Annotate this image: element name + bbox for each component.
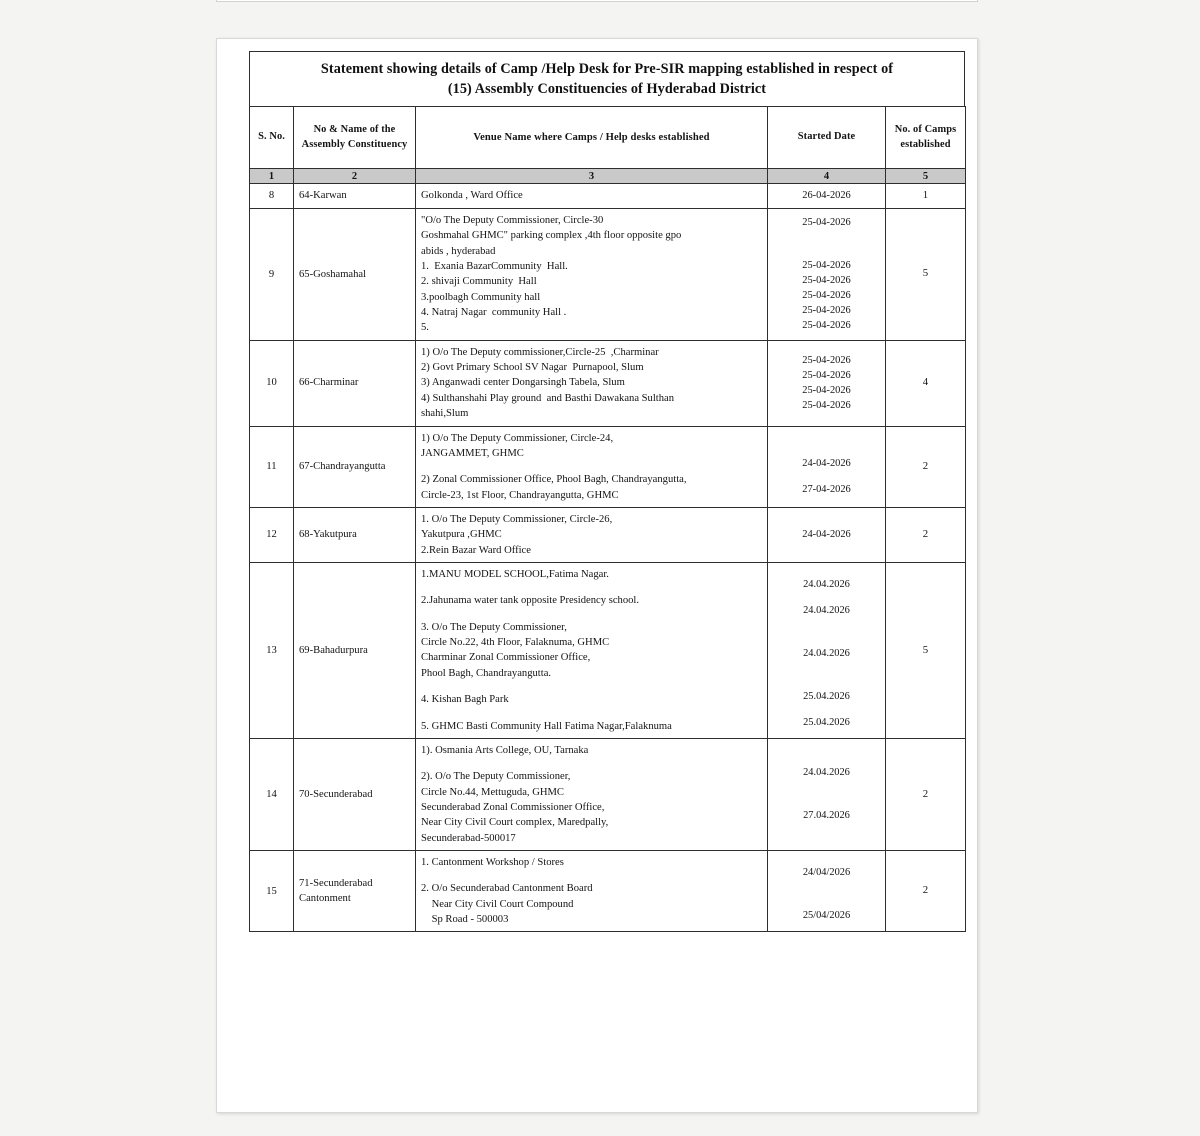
cell-camps-count: 5 <box>886 563 966 739</box>
table-body <box>250 184 966 932</box>
cell-serial-number: 13 <box>250 563 294 739</box>
page-title-line-1: Statement showing details of Camp /Help Desk for Pre-SIR mapping established in respect of <box>320 61 894 77</box>
cell-venue <box>416 184 768 209</box>
cell-venue <box>416 563 768 739</box>
venue-line: shahi,Slum <box>421 408 469 420</box>
table-row <box>250 563 966 739</box>
cell-camps-count: 2 <box>886 851 966 932</box>
venue-line: 4. Natraj Nagar community Hall . <box>421 306 567 318</box>
header-row <box>250 107 966 169</box>
cell-started-date <box>768 851 886 932</box>
table-row <box>250 426 966 507</box>
cell-venue <box>416 208 768 340</box>
cell-camps-count: 2 <box>886 426 966 507</box>
cell-camps-count: 5 <box>886 208 966 340</box>
venue-line: 2.Jahunama water tank opposite Presidency school. <box>421 595 639 607</box>
started-date-line: 27-04-2026 <box>802 484 851 496</box>
table-header <box>250 107 966 184</box>
venue-line: 3. O/o The Deputy Commissioner, <box>421 621 567 633</box>
started-date-line: 25-04-2026 <box>802 400 851 412</box>
cell-started-date <box>768 426 886 507</box>
table-row <box>250 184 966 209</box>
column-number-1: 1 <box>250 169 294 184</box>
venue-line: 3) Anganwadi center Dongarsingh Tabela, Slum <box>421 377 625 389</box>
venue-line: 4. Kishan Bagh Park <box>421 694 509 706</box>
venue-line: 2. O/o Secunderabad Cantonment Board <box>421 883 593 895</box>
venue-line: 1) O/o The Deputy Commissioner, Circle-24, <box>421 432 614 444</box>
cell-serial-number: 12 <box>250 507 294 562</box>
started-date-line: 24/04/2026 <box>802 867 851 879</box>
venue-line: 1). Osmania Arts College, OU, Tarnaka <box>421 744 589 756</box>
column-header-venue: Venue Name where Camps / Help desks established <box>416 107 768 169</box>
column-number-row <box>250 169 966 184</box>
venue-line: 1. O/o The Deputy Commissioner, Circle-26, <box>421 513 613 525</box>
column-number-3: 3 <box>416 169 768 184</box>
venue-line: Yakutpura ,GHMC <box>421 529 502 541</box>
venue-line: Goshmahal GHMC" parking complex ,4th floor opposite gpo <box>421 230 682 242</box>
cell-serial-number: 11 <box>250 426 294 507</box>
column-number-2: 2 <box>294 169 416 184</box>
venue-line: 2) Govt Primary School SV Nagar Purnapool, Slum <box>421 362 644 374</box>
started-date-line: 24.04.2026 <box>803 604 850 616</box>
column-number-5: 5 <box>886 169 966 184</box>
cell-serial-number: 9 <box>250 208 294 340</box>
started-date-line: 25-04-2026 <box>802 260 851 272</box>
venue-line: 1) O/o The Deputy commissioner,Circle-25 ,Charminar <box>421 346 659 358</box>
cell-constituency: 66-Charminar <box>294 340 416 426</box>
started-date-line: 24.04.2026 <box>803 647 850 659</box>
started-date-line: 24.04.2026 <box>803 578 850 590</box>
started-date-line: 24-04-2026 <box>802 458 851 470</box>
cell-serial-number: 15 <box>250 851 294 932</box>
venue-line: 4) Sulthanshahi Play ground and Basthi Dawakana Sulthan <box>421 392 675 404</box>
started-date-line: 25-04-2026 <box>802 320 851 332</box>
table-row <box>250 507 966 562</box>
started-date-line: 25/04/2026 <box>802 910 851 922</box>
venue-line: Secunderabad Zonal Commissioner Office, <box>421 801 605 813</box>
venue-line: 1.MANU MODEL SCHOOL,Fatima Nagar. <box>421 569 609 581</box>
started-date-line: 25.04.2026 <box>803 717 850 729</box>
venue-line: Charminar Zonal Commissioner Office, <box>421 652 591 664</box>
venue-line: Near City Civil Court Compound <box>421 898 574 910</box>
started-date-line: 25-04-2026 <box>802 354 851 366</box>
cell-started-date <box>768 208 886 340</box>
cell-venue <box>416 426 768 507</box>
cell-started-date <box>768 184 886 209</box>
page-title-line-2: (15) Assembly Constituencies of Hyderabad District <box>447 80 767 97</box>
cell-started-date <box>768 507 886 562</box>
cell-venue <box>416 507 768 562</box>
venue-line: Phool Bagh, Chandrayangutta. <box>421 667 552 679</box>
venue-line: "O/o The Deputy Commissioner, Circle-30 <box>421 214 604 226</box>
venue-line: Golkonda , Ward Office <box>421 190 523 202</box>
started-date-line: 25-04-2026 <box>802 385 851 397</box>
cell-venue <box>416 851 768 932</box>
venue-line: 2. shivaji Community Hall <box>421 276 537 288</box>
table-row <box>250 851 966 932</box>
column-header-sno: S. No. <box>250 107 294 169</box>
started-date-line: 25.04.2026 <box>803 690 850 702</box>
cell-camps-count: 4 <box>886 340 966 426</box>
cell-constituency: 71-Secunderabad Cantonment <box>294 851 416 932</box>
cell-camps-count: 1 <box>886 184 966 209</box>
cell-serial-number: 14 <box>250 738 294 850</box>
column-header-started-date: Started Date <box>768 107 886 169</box>
venue-line: Near City Civil Court complex, Maredpally, <box>421 817 609 829</box>
venue-line: 1. Cantonment Workshop / Stores <box>421 857 564 869</box>
cell-serial-number: 8 <box>250 184 294 209</box>
camp-helpdesk-table <box>249 106 966 932</box>
venue-line: Circle No.22, 4th Floor, Falaknuma, GHMC <box>421 637 610 649</box>
venue-line: 3.poolbagh Community hall <box>421 291 541 303</box>
cell-serial-number: 10 <box>250 340 294 426</box>
started-date-line: 24-04-2026 <box>802 529 851 541</box>
venue-line: 1. Exania BazarCommunity Hall. <box>421 260 568 272</box>
table-row <box>250 738 966 850</box>
column-header-camps-count: No. of Camps established <box>886 107 966 169</box>
started-date-line: 27.04.2026 <box>803 810 850 822</box>
venue-line: Circle No.44, Mettuguda, GHMC <box>421 786 565 798</box>
started-date-line: 25-04-2026 <box>802 305 851 317</box>
cell-started-date <box>768 340 886 426</box>
cell-venue <box>416 340 768 426</box>
document-body <box>249 51 965 932</box>
cell-constituency: 70-Secunderabad <box>294 738 416 850</box>
started-date-line: 25-04-2026 <box>802 217 851 229</box>
table-row <box>250 208 966 340</box>
venue-line: abids , hyderabad <box>421 245 496 257</box>
cell-constituency: 65-Goshamahal <box>294 208 416 340</box>
venue-line: 5. <box>421 322 429 334</box>
cell-constituency: 67-Chandrayangutta <box>294 426 416 507</box>
cell-constituency: 68-Yakutpura <box>294 507 416 562</box>
venue-line: 2) Zonal Commissioner Office, Phool Bagh, Chandrayangutta, <box>421 474 687 486</box>
page-top-strip <box>216 0 978 2</box>
started-date-line: 25-04-2026 <box>802 290 851 302</box>
table-row <box>250 340 966 426</box>
cell-started-date <box>768 563 886 739</box>
document-title-box <box>249 51 965 106</box>
cell-constituency: 69-Bahadurpura <box>294 563 416 739</box>
started-date-line: 25-04-2026 <box>802 370 851 382</box>
venue-line: 2.Rein Bazar Ward Office <box>421 544 531 556</box>
started-date-line: 26-04-2026 <box>802 190 851 202</box>
cell-camps-count: 2 <box>886 738 966 850</box>
column-header-constituency: No & Name of the Assembly Constituency <box>294 107 416 169</box>
venue-line: JANGAMMET, GHMC <box>421 447 524 459</box>
cell-camps-count: 2 <box>886 507 966 562</box>
started-date-line: 24.04.2026 <box>803 767 850 779</box>
cell-started-date <box>768 738 886 850</box>
document-page <box>216 38 978 1113</box>
venue-line: 5. GHMC Basti Community Hall Fatima Nagar,Falaknuma <box>421 720 672 732</box>
venue-line: 2). O/o The Deputy Commissioner, <box>421 771 571 783</box>
venue-line: Secunderabad-500017 <box>421 832 516 844</box>
column-number-4: 4 <box>768 169 886 184</box>
venue-line: Sp Road - 500003 <box>421 914 509 926</box>
venue-line: Circle-23, 1st Floor, Chandrayangutta, GHMC <box>421 489 619 501</box>
started-date-line: 25-04-2026 <box>802 275 851 287</box>
cell-constituency: 64-Karwan <box>294 184 416 209</box>
cell-venue <box>416 738 768 850</box>
